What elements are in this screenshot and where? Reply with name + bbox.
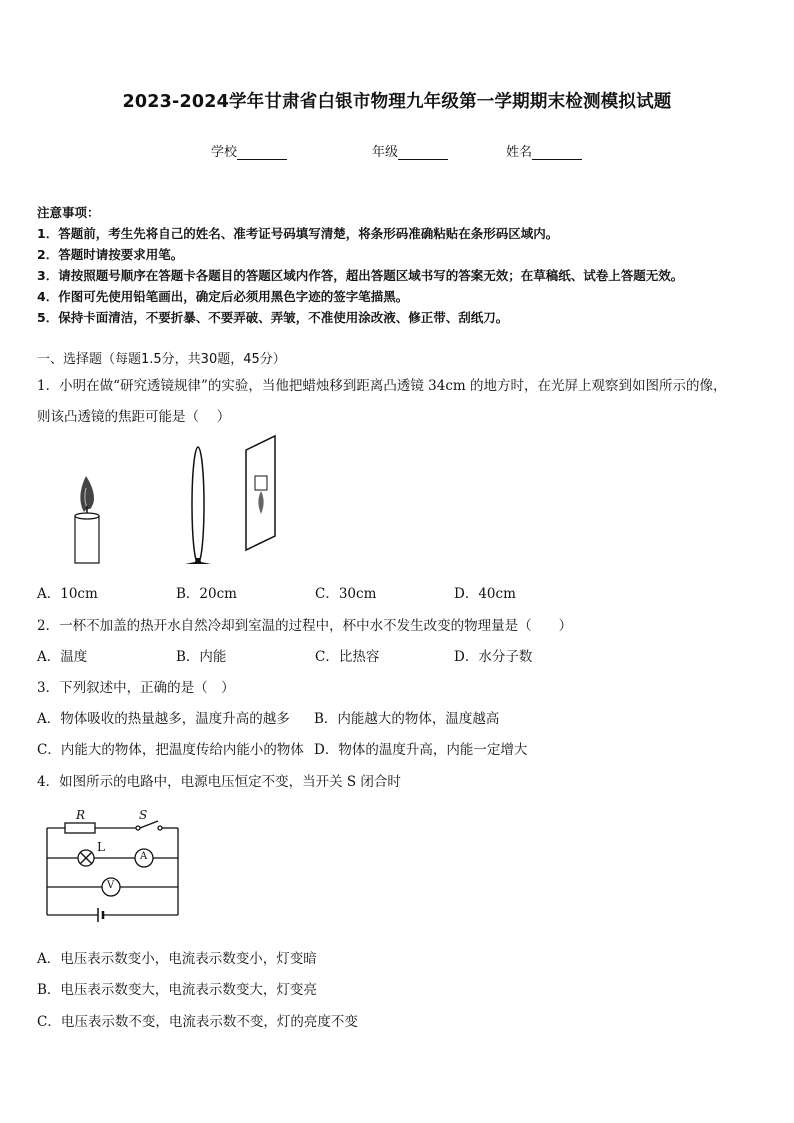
lamp-label: L: [97, 840, 105, 854]
q3-option-a[interactable]: A．物体吸收的热量越多，温度升高的越多: [37, 711, 290, 727]
school-label: 学校: [211, 145, 238, 160]
notice-heading: 注意事项：: [37, 205, 100, 220]
section-heading: 一、选择题（每题1.5分，共30题，45分）: [37, 352, 286, 367]
q4-stem: 4．如图所示的电路中，电源电压恒定不变，当开关 S 闭合时: [37, 774, 401, 790]
resistor-icon: [65, 823, 95, 833]
voltmeter-label: V: [107, 880, 115, 891]
q3-option-b[interactable]: B．内能越大的物体，温度越高: [314, 711, 500, 727]
page-title: 2023-2024学年甘肃省白银市物理九年级第一学期期末检测模拟试题: [122, 92, 672, 112]
q4-option-a[interactable]: A．电压表示数变小，电流表示数变小，灯变暗: [37, 951, 317, 967]
q3-option-c[interactable]: C．内能大的物体，把温度传给内能小的物体: [37, 742, 304, 758]
q1-option-c[interactable]: C．30cm: [315, 586, 377, 602]
q1-stem-line2: 则该凸透镜的焦距可能是（ ）: [37, 409, 231, 425]
q1-option-b[interactable]: B．20cm: [176, 586, 237, 602]
notice-item: 4．作图可先使用铅笔画出，确定后必须用黑色字迹的签字笔描黑。: [37, 289, 409, 304]
q1-option-d[interactable]: D．40cm: [454, 586, 516, 602]
switch-label: S: [139, 808, 148, 822]
name-label: 姓名: [506, 145, 533, 160]
notice-item: 3．请按照题号顺序在答题卡各题目的答题区域内作答，超出答题区域书写的答案无效；在草稿纸、试卷上答题无效。: [37, 268, 684, 283]
q2-option-a[interactable]: A．温度: [37, 649, 88, 665]
resistor-label: R: [76, 808, 86, 822]
q2-option-d[interactable]: D．水分子数: [454, 649, 533, 665]
grade-label: 年级: [372, 145, 399, 160]
q4-option-b[interactable]: B．电压表示数变大，电流表示数变大，灯变亮: [37, 982, 317, 998]
ammeter-label: A: [140, 851, 148, 862]
q3-option-d[interactable]: D．物体的温度升高，内能一定增大: [314, 742, 528, 758]
q1-stem-line1: 1．小明在做“研究透镜规律”的实验，当他把蜡烛移到距离凸透镜 34cm 的地方时，在光屏上观察到如图所示的像，: [37, 378, 727, 394]
q4-option-c[interactable]: C．电压表示数不变，电流表示数不变，灯的亮度不变: [37, 1014, 358, 1030]
notice-item: 1．答题前，考生先将自己的姓名、准考证号码填写清楚，将条形码准确粘贴在条形码区域内。: [37, 226, 559, 241]
q3-stem: 3．下列叙述中，正确的是（ ）: [37, 680, 235, 696]
notice-item: 2．答题时请按要求用笔。: [37, 247, 184, 262]
q2-option-c[interactable]: C．比热容: [315, 649, 380, 665]
q2-stem: 2．一杯不加盖的热开水自然冷却到室温的过程中，杯中水不发生改变的物理量是（ ）: [37, 618, 573, 634]
q1-option-a[interactable]: A．10cm: [37, 586, 98, 602]
switch-icon: [140, 821, 158, 828]
q2-option-b[interactable]: B．内能: [176, 649, 227, 665]
notice-item: 5．保持卡面清洁，不要折暴、不要弄破、弄皱，不准使用涂改液、修正带、刮纸刀。: [37, 310, 509, 325]
